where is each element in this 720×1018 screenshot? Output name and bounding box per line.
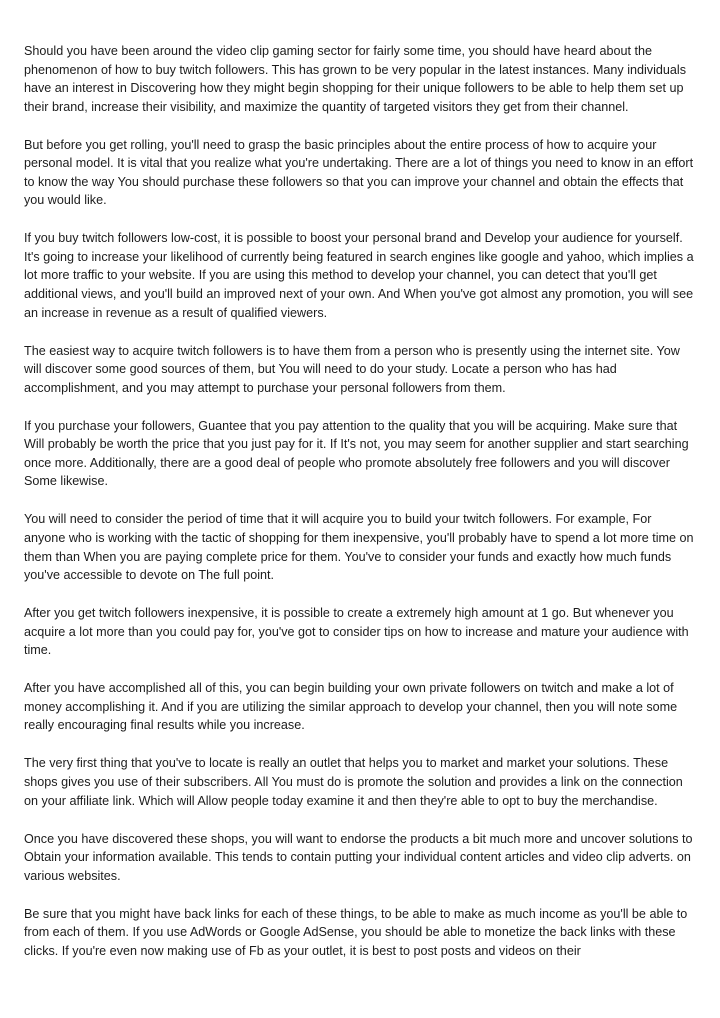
paragraph-1: Should you have been around the video clip gaming sector for fairly some time, you should have heard about the phenomenon of how to buy twitch followers. This has grown to be very popular in the latest instances. Many individuals have an interest in Discovering how they might begin shopping for their unique followers to be able to help them set up their brand, increase their visibility, and maximize the quantity of targeted visitors they get from their channel. <box>24 44 687 114</box>
paragraph-2: But before you get rolling, you'll need to grasp the basic principles about the entire process of how to acquire your personal model. It is vital that you realize what you're undertaking. There are a lot of things you need to know in an effort to know the way You should purchase these followers so that you can improve your channel and obtain the effects that you would like. <box>24 137 694 208</box>
paragraph-8: After you have accomplished all of this, you can begin building your own private followers on twitch and make a lot of money accomplishing it. And if you are utilizing the similar approach to develop your channel, then you will note some really encouraging final results while you increase. <box>24 681 678 733</box>
paragraph-7: After you get twitch followers inexpensive, it is possible to create a extremely high amount at 1 go. But whenever you acquire a lot more than you could pay for, you've got to consider tips on how to increase and mature your audience with time. <box>24 606 689 658</box>
paragraph-9: The very first thing that you've to locate is really an outlet that helps you to market and market your solutions. These shops gives you use of their subscribers. All You must do is promote the solution and provides a link on the connection on your affiliate link. Which will Allow people today examine it and then they're able to opt to buy the merchandise. <box>24 756 683 808</box>
paragraph-5: If you purchase your followers, Guantee that you pay attention to the quality that you will be acquiring. Make sure that Will probably be worth the price that you just pay for it. If It's not, you may seem for another supplier and start searching once more. Additionally, there are a good deal of people who promote absolutely free followers and you will discover Some likewise. <box>24 418 689 489</box>
paragraph-11: Be sure that you might have back links for each of these things, to be able to make as much income as you'll be able to from each of them. If you use AdWords or Google AdSense, you should be able to monetize the back links with these clicks. If you're even now making use of Fb as your outlet, it is best to post posts and videos on their <box>24 906 688 958</box>
paragraph-4: The easiest way to acquire twitch followers is to have them from a person who is presently using the internet site. Yow will discover some good sources of them, but You will need to do your study. Locate a person who has had accomplishment, and you may attempt to purchase your personal followers from them. <box>24 343 680 395</box>
paragraph-10: Once you have discovered these shops, you will want to endorse the products a bit much more and uncover solutions to Obtain your information available. This tends to contain putting your individual content articles and video clip adverts. on various websites. <box>24 831 693 883</box>
paragraph-6: You will need to consider the period of time that it will acquire you to build your twitch followers. For example, For anyone who is working with the tactic of shopping for them inexpensive, you'll probably have to spend a lot more time on them than When you are paying complete price for them. You've to consider your funds and exactly how much funds you've accessible to devote on The full point. <box>24 512 694 583</box>
paragraph-3: If you buy twitch followers low-cost, it is possible to boost your personal brand and Develop your audience for yourself. It's going to increase your likelihood of currently being featured in search engines like google and yahoo, which implies a lot more traffic to your website. If you are using this method to develop your channel, you can detect that you'll get additional views, and you'll build an improved next of your own. And When you've got almost any promotion, you will see an increase in revenue as a result of qualified viewers. <box>24 231 694 320</box>
